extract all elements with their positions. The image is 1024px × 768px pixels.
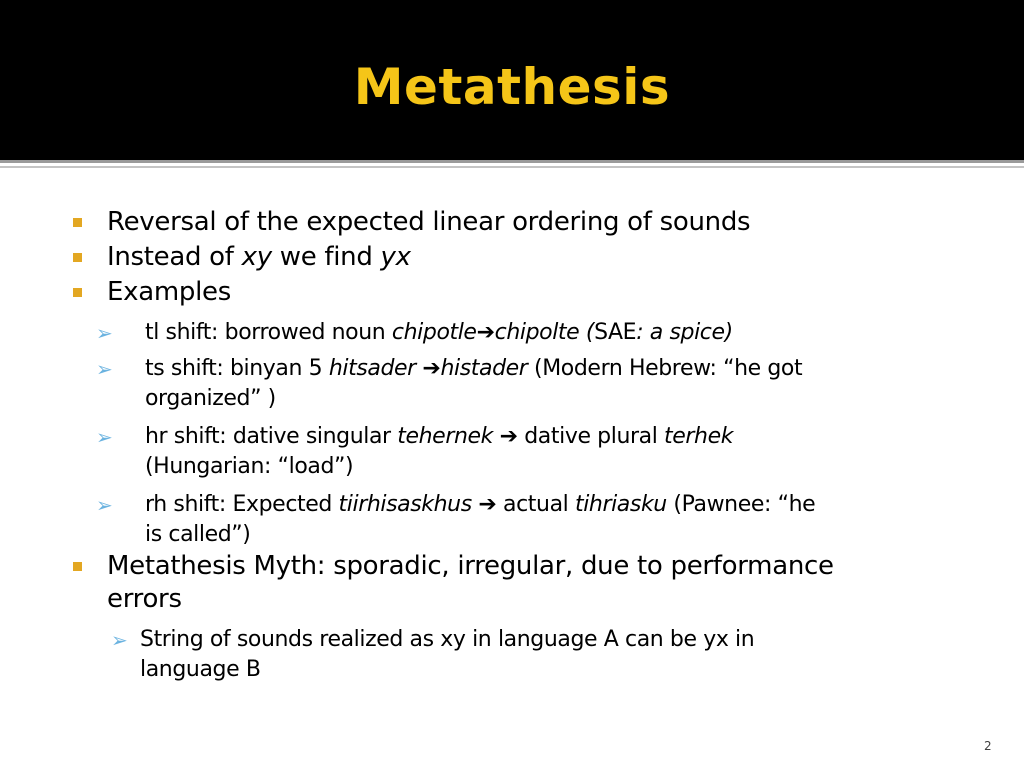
sub-bullet-text xyxy=(145,490,965,550)
text-run: rh shift: Expected xyxy=(145,492,339,517)
text-run: is called”) xyxy=(145,522,251,547)
text-run: (Pawnee: “he xyxy=(666,492,816,517)
italic-term: tiirhisaskhus xyxy=(338,492,472,517)
text-run: organized” ) xyxy=(145,386,276,411)
square-bullet-icon xyxy=(73,253,82,262)
text-run: SAE xyxy=(594,320,637,345)
text-run: ts shift: binyan 5 xyxy=(145,356,329,381)
arrow-bullet-icon: ➢ xyxy=(96,425,113,449)
bullet-text xyxy=(107,550,834,616)
italic-term: histader xyxy=(440,356,528,381)
text-run: (Modern Hebrew: “he got xyxy=(527,356,803,381)
text-run: errors xyxy=(107,584,182,614)
right-arrow-icon: ➔ xyxy=(478,492,497,517)
italic-term: chipolte ( xyxy=(494,320,595,345)
italic-term: chipotle xyxy=(391,320,477,345)
text-run: Metathesis Myth: sporadic, irregular, due to performance xyxy=(107,551,834,581)
sub-bullet-text xyxy=(145,422,965,482)
italic-term: : a spice) xyxy=(636,320,733,345)
italic-term: xy xyxy=(241,242,272,272)
text-run: Instead of xyxy=(107,242,242,272)
sub-bullet-text xyxy=(145,354,965,414)
square-bullet-icon xyxy=(73,562,82,571)
page-number: 2 xyxy=(984,739,992,753)
divider-line xyxy=(0,160,1024,163)
right-arrow-icon: ➔ xyxy=(499,424,518,449)
italic-term: tihriasku xyxy=(574,492,667,517)
italic-term: yx xyxy=(380,242,411,272)
text-run: we find xyxy=(271,242,381,272)
bullet-text: Examples xyxy=(107,277,231,307)
divider-line-secondary xyxy=(0,166,1024,168)
slide-title: Metathesis xyxy=(353,58,671,116)
sub-bullet-text xyxy=(145,318,965,348)
text-run: language B xyxy=(140,657,261,682)
arrow-bullet-icon: ➢ xyxy=(111,628,128,652)
right-arrow-icon: ➔ xyxy=(422,356,441,381)
italic-term: hitsader xyxy=(328,356,416,381)
right-arrow-icon: ➔ xyxy=(476,320,495,345)
bullet-text xyxy=(107,241,411,274)
text-run: tl shift: borrowed noun xyxy=(145,320,392,345)
italic-term: terhek xyxy=(664,424,734,449)
text-run: String of sounds realized as xy in language A can be yx in xyxy=(140,627,755,652)
arrow-bullet-icon: ➢ xyxy=(96,493,113,517)
italic-term: tehernek xyxy=(397,424,493,449)
bullet-text: Reversal of the expected linear ordering of sounds xyxy=(107,207,751,237)
arrow-bullet-icon: ➢ xyxy=(96,357,113,381)
text-run: (Hungarian: “load”) xyxy=(145,454,354,479)
square-bullet-icon xyxy=(73,288,82,297)
text-run: dative plural xyxy=(517,424,665,449)
sub-bullet-text xyxy=(140,625,960,685)
square-bullet-icon xyxy=(73,218,82,227)
text-run: actual xyxy=(496,492,575,517)
text-run: hr shift: dative singular xyxy=(145,424,398,449)
arrow-bullet-icon: ➢ xyxy=(96,321,113,345)
